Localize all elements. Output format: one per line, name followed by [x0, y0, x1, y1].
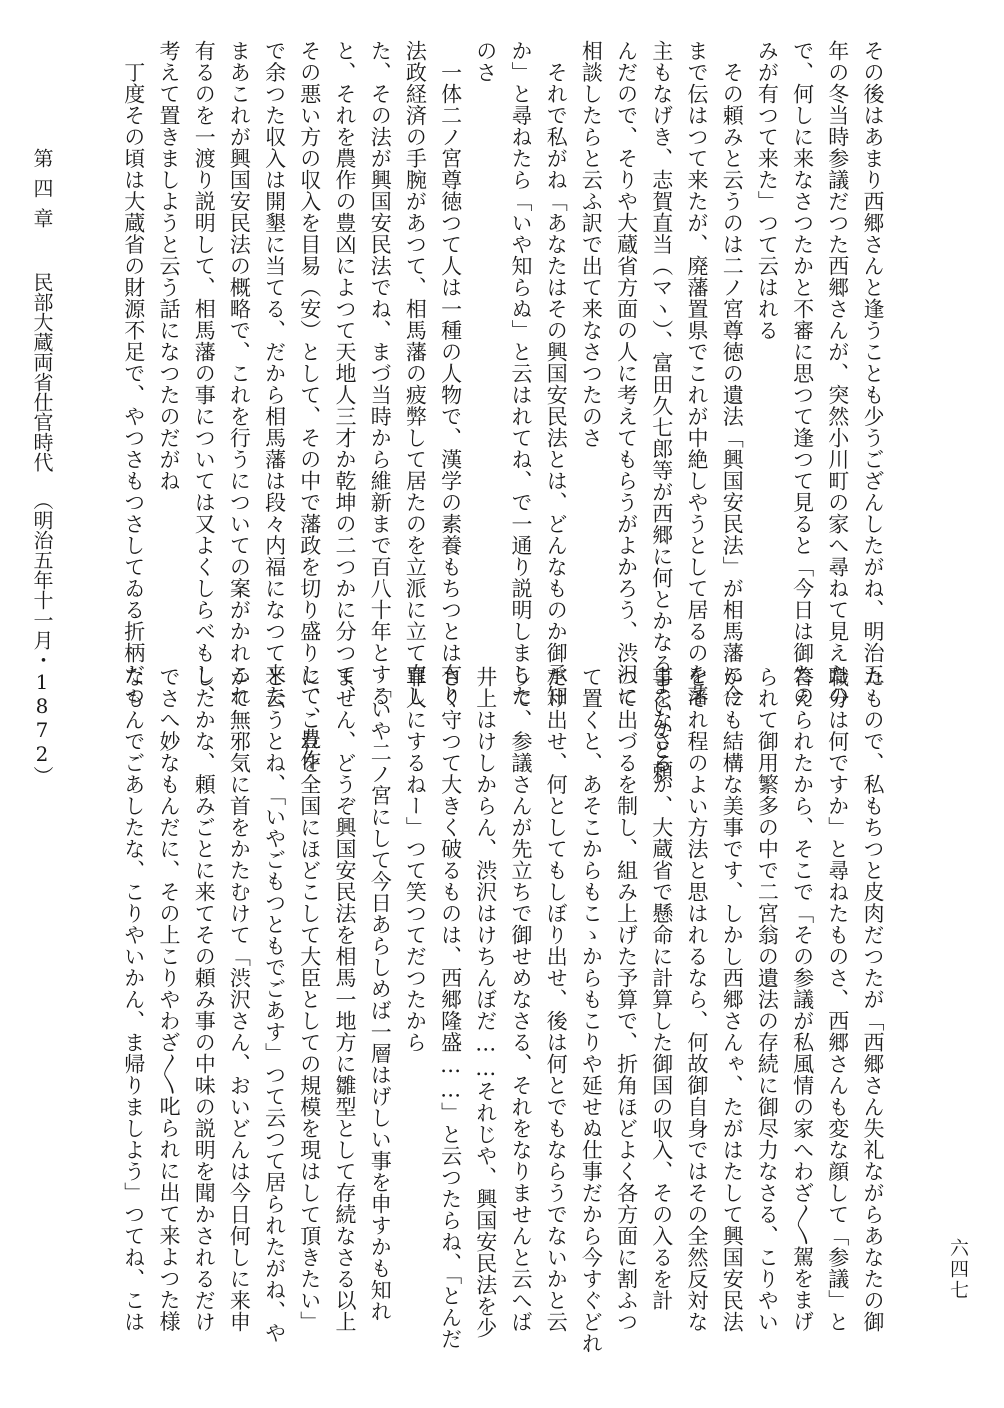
text-column: なもんでごあしたな、こりやいかん、ま帰りましよう」つてね、こは [121, 666, 146, 1333]
text-column: うて、参議さんが先立ちで御せめなさる、それをなりませんと云へば [509, 666, 533, 1333]
text-column: みが有つて来た」つて云はれる [755, 40, 780, 341]
text-column: 主もなげき、志賀直当（マヽ）、富田久七郎等が西郷に何とかなるまいかと頼 [649, 40, 674, 782]
text-column: で、何しに来なさつたかと不審に思つて逢つて見ると「今日は御たの [790, 40, 815, 707]
text-column: まで伝はつて来たが、廃藩置県でこれが中絶しやうとして居るのを藩 [685, 40, 709, 707]
text-column: さく守つて大きく破るものは、西郷隆盛……」と云つたらね、「とんだ [438, 666, 463, 1350]
text-column: をそれ程のよい方法と思はれるなら、何故御自身ではその全然反対な [685, 666, 709, 1333]
text-column: したかな、頼みごとに来てその頼み事の中味の説明を聞かされるだけ [192, 666, 217, 1333]
period-label: （明治五年十一月・1872） [30, 490, 54, 786]
text-column: 職分は何ですか」と尋ねたものさ、西郷さんも変な顔して「参議」と [825, 666, 850, 1333]
text-column: と、それを農作の豊凶によつて天地人三才か乾坤の二つかに分つて、 [333, 40, 357, 707]
text-column: のさ [473, 40, 498, 83]
text-column: かにも結構な美事です、しかし西郷さんゃ、たがはたして興国安民法 [720, 666, 745, 1333]
running-head [32, 148, 52, 786]
text-column: 法政経済の手腕があつて、相馬藩の疲弊して居たのを立派に立て直し [403, 40, 428, 707]
text-column: で余つた収入は開墾に当てる、だから相馬藩は段々内福になつて来た [262, 40, 287, 707]
text-column: 有るのを一渡り説明して、相馬藩の事については又よくしらべもし、 [192, 40, 217, 707]
text-column: と云うとね、「いやごもつともでごあす」つて云つて居られたがね、や [262, 666, 287, 1344]
text-column: つて出づるを制し、組み上げた予算で、折角ほどよく各方面に割ふつ [614, 666, 639, 1333]
text-column: か」と尋ねたら「いや知らぬ」と云はれてね、で一通り説明しました [509, 40, 533, 707]
text-column: んだので、そりや大蔵省方面の人に考えてもらうがよかろう、渋沢に [614, 40, 639, 707]
text-column: 「いや二ノ宮にして今日あらしめば一層はげしい事を申すかも知れ [368, 666, 393, 1322]
text-column: 事をなさるか、大蔵省で懸命に計算した御国の収入、その入るを計 [649, 666, 674, 1311]
text-column: 答えられたから、そこで「その参議が私風情の家へわざ〳〵駕をまげ [790, 666, 815, 1332]
text-column: に、これを全国にほどこして大臣としての規模を現はして頂きたい」 [297, 666, 322, 1333]
page-number: 六四七 [947, 1238, 969, 1301]
text-column: でさへ妙なもんだに、その上こりやわざ〳〵叱られに出て来よつた様 [157, 666, 181, 1332]
text-column: それで私がね「あなたはその興国安民法とは、どんなものか御承知 [544, 40, 569, 707]
text-column: 一体二ノ宮尊徳つて人は一種の人物で、漢学の素養もちつとは有り [438, 40, 463, 707]
text-column: ません、どうぞ興国安民法を相馬一地方に雛型として存続なさる以上 [333, 666, 357, 1333]
text-column: 丁度その頃は大蔵省の財源不足で、やつさもつさしてゐる折柄だつ [121, 40, 146, 707]
text-column: 井上はけしからん、渋沢はけちんぼだ……それじや、興国安民法を少 [473, 666, 498, 1339]
text-column: たもので、私もちつと皮肉だつたが「西郷さん失礼ながらあなたの御 [861, 666, 885, 1333]
text-column: その頼みと云うのは二ノ宮尊徳の遺法「興国安民法」が相馬藩に今 [720, 40, 745, 707]
text-column: その後はあまり西郷さんと逢うことも少うござんしたがね、明治五 [861, 40, 885, 685]
text-column: て置くと、あそこからもこゝからもこりや延せぬ仕事だから今すぐどれ [579, 666, 604, 1354]
text-column: られて御用繁多の中で二宮翁の遺法の存続に御尽力なさる、こりやい [755, 666, 780, 1333]
text-column: だけ出せ、何としてもしぼり出せ、後は何とでもならうでないかと云 [544, 666, 569, 1333]
chapter-label: 第四章 [30, 148, 54, 238]
text-column: 相談したらと云ふ訳で出て来なさつたのさ [579, 40, 604, 449]
text-column: 考えて置きましようと云う話になつたのだがね [157, 40, 181, 492]
text-column: まあこれが興国安民法の概略で、これを行うについての案がかれこれ [227, 40, 252, 707]
text-column: 罪人にするねー」つて笑つてだつたから [403, 666, 428, 1053]
text-column: 年の冬当時参議だつた西郷さんが、突然小川町の家へ尋ねて見えたの [825, 40, 850, 707]
text-column: た、その法が興国安民法でね、まづ当時から維新まで百八十年とする [368, 40, 393, 707]
text-column: かて無邪気に首をかたむけて「渋沢さん、おいどんは今日何しに来申 [227, 666, 252, 1333]
text-column: その悪い方の収入を目易（安）として、その中で藩政を切り盛りして、豊作 [297, 40, 322, 771]
section-title: 民部大蔵両省仕官時代 [30, 272, 54, 472]
